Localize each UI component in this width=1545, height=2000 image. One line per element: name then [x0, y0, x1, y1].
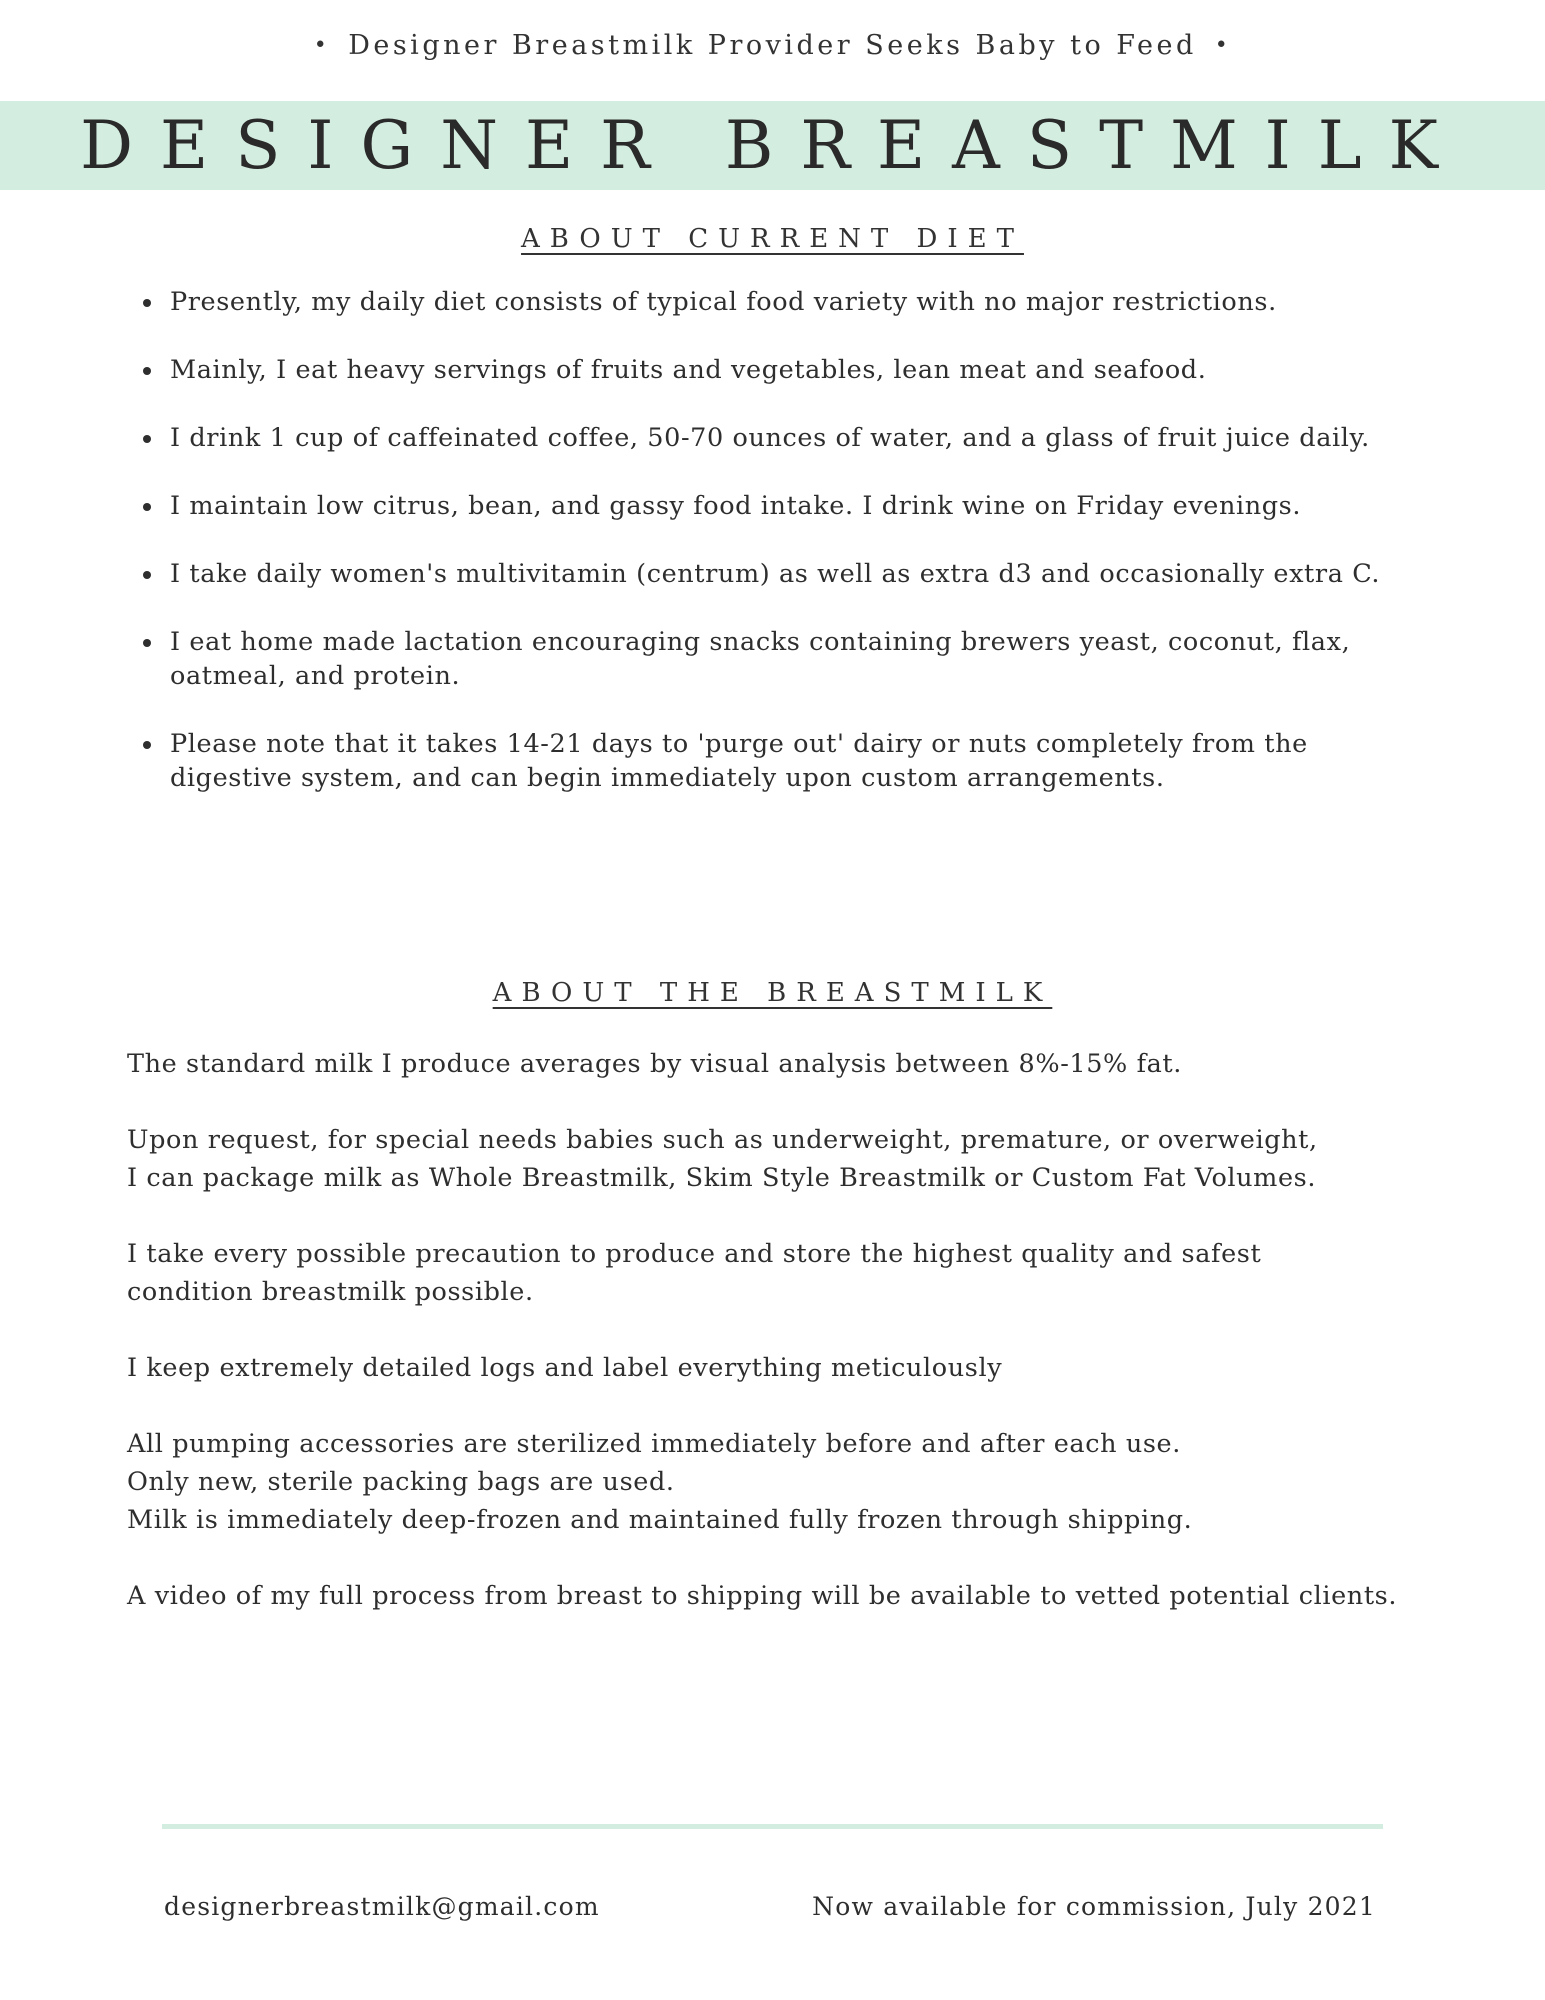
milk-section-body: [127, 1045, 1457, 1653]
paragraph-line: Only new, sterile packing bags are used.: [127, 1467, 675, 1497]
list-item: Mainly, I eat heavy servings of fruits and vegetables, lean meat and seafood.: [170, 353, 1400, 387]
contact-email[interactable]: designerbreastmilk@gmail.com: [164, 1892, 600, 1921]
paragraph: [127, 1121, 1457, 1197]
paragraph-line: I keep extremely detailed logs and label everything meticulously: [127, 1353, 1003, 1383]
paragraph-line: I take every possible precaution to produce and store the highest quality and safest: [127, 1239, 1262, 1269]
milk-heading-text: ABOUT THE BREASTMILK: [492, 978, 1053, 1008]
paragraph-line: Upon request, for special needs babies such as underweight, premature, or overweight,: [127, 1125, 1318, 1155]
diet-list: [170, 285, 1400, 829]
list-item: I eat home made lactation encouraging snacks containing brewers yeast, coconut, flax, oatmeal, and protein.: [170, 625, 1400, 693]
diet-section-heading: [0, 224, 1545, 254]
paragraph: [127, 1349, 1457, 1387]
availability-note: Now available for commission, July 2021: [812, 1892, 1376, 1921]
tagline-text: Designer Breastmilk Provider Seeks Baby to Feed: [348, 30, 1197, 61]
bullet-dot-icon: •: [313, 33, 331, 58]
paragraph-line: All pumping accessories are sterilized immediately before and after each use.: [127, 1429, 1181, 1459]
paragraph: [127, 1425, 1457, 1539]
footer-divider: [162, 1824, 1383, 1829]
tagline: [0, 30, 1545, 61]
list-item: I drink 1 cup of caffeinated coffee, 50-70 ounces of water, and a glass of fruit juice daily.: [170, 421, 1400, 455]
title-banner: [0, 101, 1545, 190]
list-item: Please note that it takes 14-21 days to 'purge out' dairy or nuts completely from the digestive system, and can begin immediately upon custom arrangements.: [170, 727, 1400, 795]
bullet-dot-icon: •: [1214, 33, 1232, 58]
page-title: DESIGNER BREASTMILK: [80, 107, 1465, 184]
diet-heading-text: ABOUT CURRENT DIET: [521, 224, 1024, 254]
paragraph-line: The standard milk I produce averages by visual analysis between 8%-15% fat.: [127, 1049, 1182, 1079]
list-item: I maintain low citrus, bean, and gassy food intake. I drink wine on Friday evenings.: [170, 489, 1400, 523]
list-item: I take daily women's multivitamin (centrum) as well as extra d3 and occasionally extra C.: [170, 557, 1400, 591]
paragraph: [127, 1045, 1457, 1083]
paragraph-line: A video of my full process from breast to shipping will be available to vetted potential clients.: [127, 1581, 1398, 1611]
paragraph: [127, 1577, 1457, 1615]
milk-section-heading: [0, 978, 1545, 1008]
paragraph-line: Milk is immediately deep-frozen and maintained fully frozen through shipping.: [127, 1505, 1193, 1535]
list-item: Presently, my daily diet consists of typical food variety with no major restrictions.: [170, 285, 1400, 319]
paragraph-line: condition breastmilk possible.: [127, 1277, 534, 1307]
paragraph-line: I can package milk as Whole Breastmilk, Skim Style Breastmilk or Custom Fat Volumes.: [127, 1163, 1317, 1193]
paragraph: [127, 1235, 1457, 1311]
